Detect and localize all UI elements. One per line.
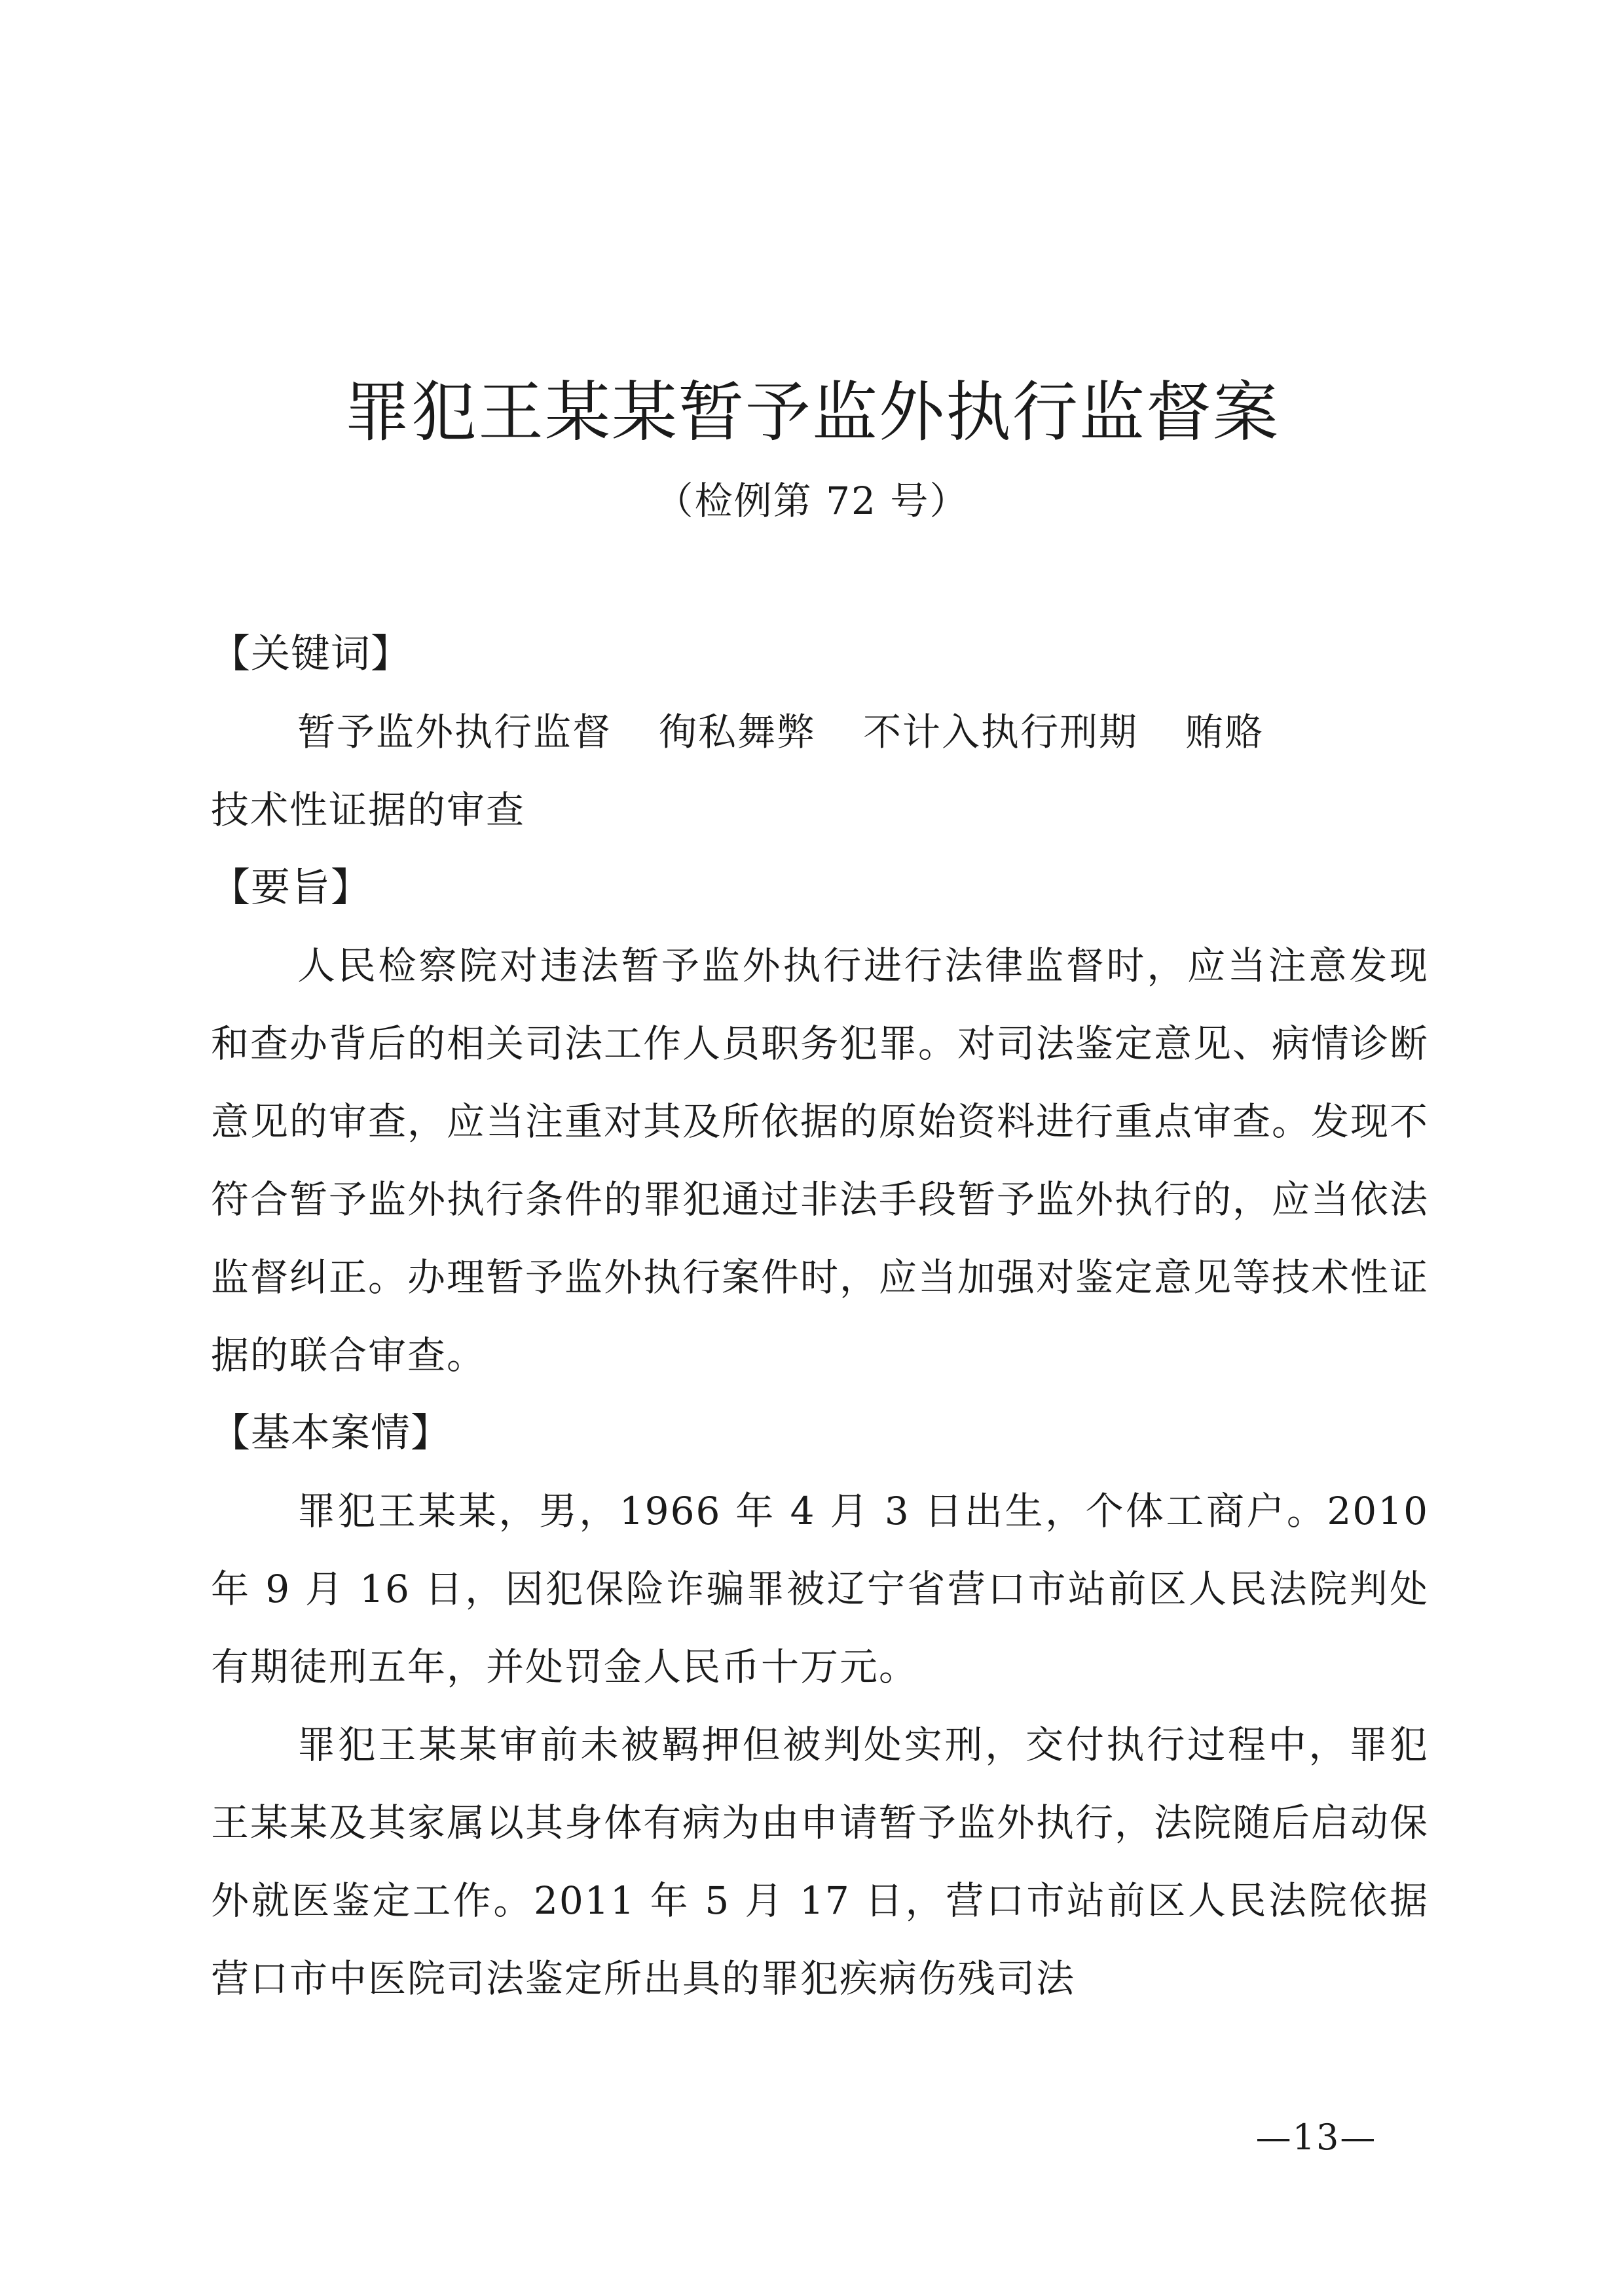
facts-paragraph: 罪犯王某某审前未被羁押但被判处实刑，交付执行过程中，罪犯王某某及其家属以其身体有病为由申请暂予监外执行，法院随后启动保外就医鉴定工作。2011 年 5 月 17 日，营口市站前区人民法院依据营口市中医院司法鉴定所出具的罪犯疾病伤残司法 [211, 1722, 1430, 2001]
document-body [211, 615, 1429, 2018]
page-number: —13— [1255, 2117, 1377, 2158]
facts-paragraph: 罪犯王某某，男，1966 年 4 月 3 日出生，个体工商户。2010 年 9 月 16 日，因犯保险诈骗罪被辽宁省营口市站前区人民法院判处有期徒刑五年，并处罚金人民币十万元。 [211, 1489, 1429, 1689]
document-title: 罪犯王某某暂予监外执行监督案 [344, 374, 1280, 450]
keywords-heading: 【关键词】 [211, 631, 411, 677]
keyword: 不计入执行刑期 [863, 710, 1139, 754]
keyword: 暂予监外执行监督 [297, 710, 612, 754]
document-subtitle: （检例第 72 号） [655, 479, 969, 523]
gist-paragraph: 人民检察院对违法暂予监外执行进行法律监督时，应当注意发现和查办背后的相关司法工作人员职务犯罪。对司法鉴定意见、病情诊断意见的审查，应当注重对其及所依据的原始资料进行重点审查。发现不符合暂予监外执行条件的罪犯通过非法手段暂予监外执行的，应当依法监督纠正。办理暂予监外执行案件时，应当加强对鉴定意见等技术性证据的联合审查。 [211, 943, 1430, 1377]
gist-heading: 【要旨】 [211, 865, 371, 911]
keyword-last: 技术性证据的审查 [211, 788, 526, 832]
keywords-line [211, 693, 1429, 771]
keyword: 贿赂 [1185, 710, 1264, 754]
keyword: 徇私舞弊 [659, 710, 817, 754]
facts-heading: 【基本案情】 [211, 1410, 451, 1456]
